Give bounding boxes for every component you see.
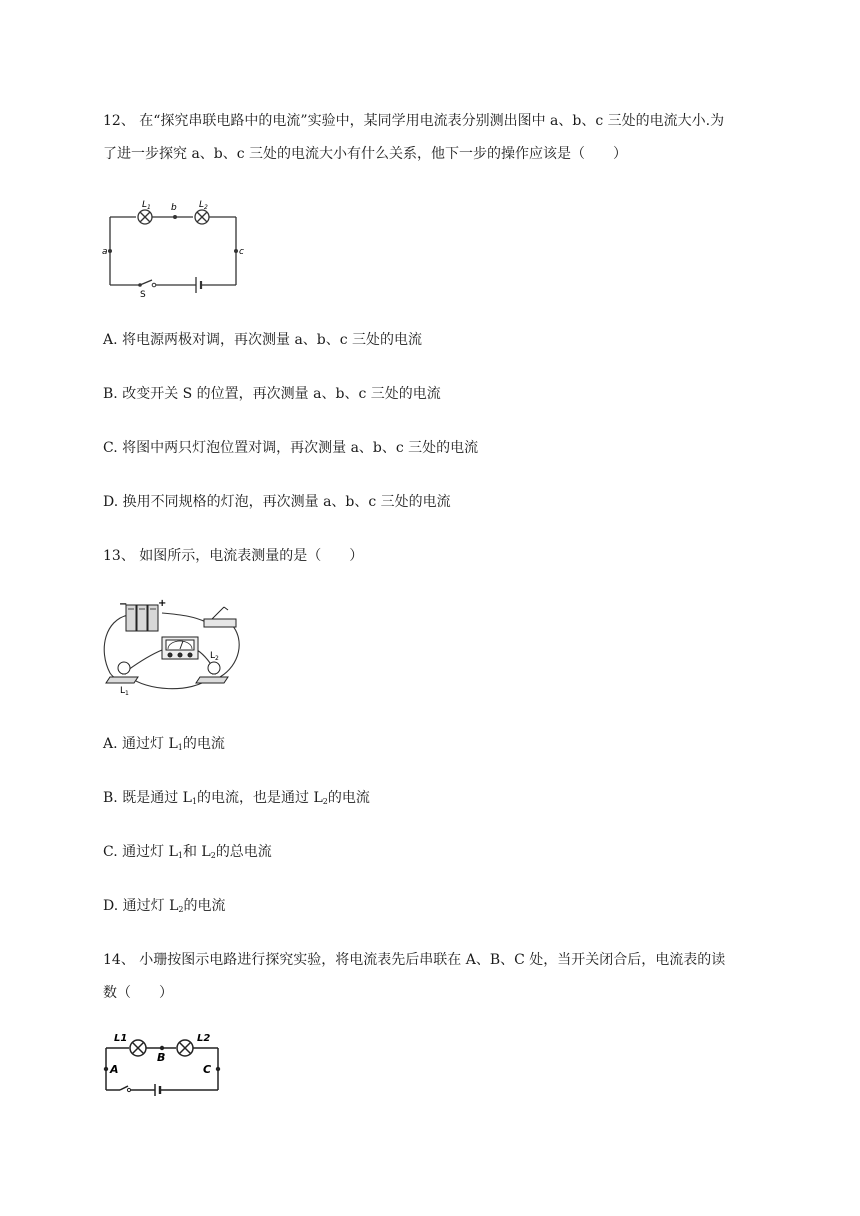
q12-label-a: a xyxy=(102,247,108,257)
q13-option-b-text: B. 既是通过 L xyxy=(103,790,192,806)
q13-option-b-text-mid: 的电流，也是通过 L xyxy=(197,790,323,806)
q14-label-b: B xyxy=(157,1051,166,1064)
q12-option-c: C. 将图中两只灯泡位置对调，再次测量 a、b、c 三处的电流 xyxy=(103,440,479,456)
subscript: 2 xyxy=(322,797,328,806)
q13-option-a xyxy=(103,734,225,754)
q13-label-plus: + xyxy=(158,598,167,609)
q12-label-b: b xyxy=(171,203,177,213)
q13-option-c-text-end: 的总电流 xyxy=(215,844,272,860)
q13-option-b-text-end: 的电流 xyxy=(327,790,370,806)
q13-option-b xyxy=(103,788,370,808)
q14-label-l1: L1 xyxy=(114,1033,128,1044)
q14-label-a: A xyxy=(110,1063,119,1076)
q12-label-l1: $L_1$ xyxy=(142,200,151,211)
q13-circuit-picture xyxy=(100,595,245,700)
q12-label-l2: $L_2$ xyxy=(199,200,208,211)
subscript: 2 xyxy=(178,905,184,914)
q13-label-minus: − xyxy=(119,599,128,610)
q14-circuit-diagram xyxy=(100,1028,225,1098)
q13-stem: 13、 如图所示，电流表测量的是（ ） xyxy=(103,548,364,564)
q13-option-a-text: A. 通过灯 L xyxy=(103,736,178,752)
q13-option-a-text-end: 的电流 xyxy=(182,736,225,752)
q14-label-c: C xyxy=(203,1063,212,1076)
q12-option-a: A. 将电源两极对调，再次测量 a、b、c 三处的电流 xyxy=(103,332,423,348)
q14-label-l2: L2 xyxy=(197,1033,211,1044)
q13-option-d xyxy=(103,896,225,916)
subscript: 2 xyxy=(210,851,216,860)
q13-option-c-text-mid: 和 L xyxy=(182,844,211,860)
q12-stem-line-2: 了进一步探究 a、b、c 三处的电流大小有什么关系，他下一步的操作应该是（ ） xyxy=(103,146,628,162)
q13-label-l1: $L_1$ xyxy=(120,686,129,697)
q12-option-b: B. 改变开关 S 的位置，再次测量 a、b、c 三处的电流 xyxy=(103,386,441,402)
subscript: 1 xyxy=(191,797,198,806)
q12-option-d: D. 换用不同规格的灯泡，再次测量 a、b、c 三处的电流 xyxy=(103,494,451,510)
q13-option-d-text-end: 的电流 xyxy=(183,898,226,914)
q12-stem-line-1: 12、 在“探究串联电路中的电流”实验中，某同学用电流表分别测出图中 a、b、c 三处的电流大小.为 xyxy=(103,113,725,129)
q13-option-d-text: D. 通过灯 L xyxy=(103,898,179,914)
q13-option-c xyxy=(103,842,272,862)
subscript: 1 xyxy=(177,743,183,752)
q12-label-s: S xyxy=(140,290,146,300)
q14-stem-line-2: 数（ ） xyxy=(103,985,173,1001)
subscript: 1 xyxy=(177,851,183,860)
q12-circuit-diagram xyxy=(100,193,250,298)
q13-option-c-text: C. 通过灯 L xyxy=(103,844,178,860)
q14-stem-line-1: 14、 小珊按图示电路进行探究实验，将电流表先后串联在 A、B、C 处，当开关闭合后，电流表的读 xyxy=(103,952,726,968)
q13-label-l2: $L_2$ xyxy=(210,651,219,662)
q12-label-c: c xyxy=(239,247,244,257)
